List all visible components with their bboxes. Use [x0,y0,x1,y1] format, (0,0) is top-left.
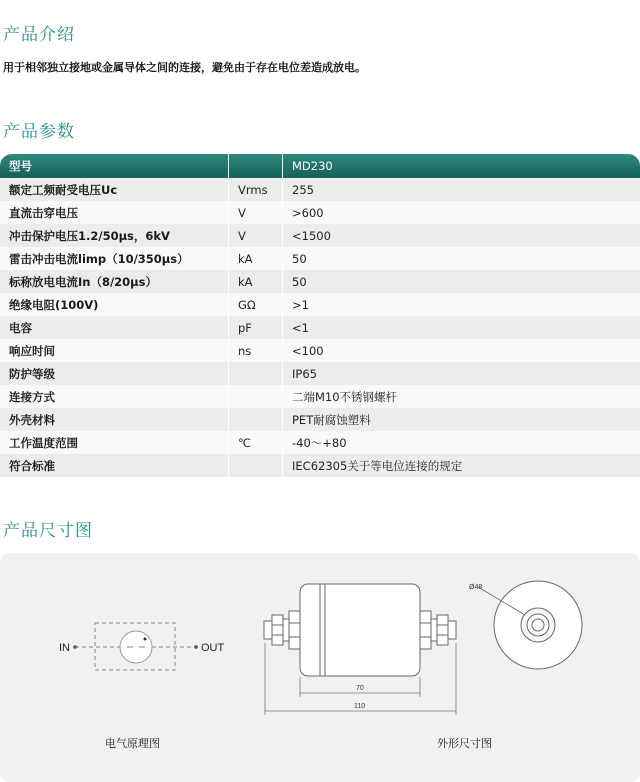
dimension-panel [0,553,640,782]
dimension-110-label: 110 [354,703,366,710]
param-value-cell: <1500 [283,224,640,247]
dimension-70-label: 70 [356,685,364,692]
param-row [0,362,640,385]
param-unit-cell: ns [229,339,283,362]
param-name-cell: 雷击冲击电流limp（10/350μs） [0,247,229,270]
diameter-label: Ø48 [469,584,483,591]
param-value-cell: -40～+80 [283,431,640,454]
right-nut-outer [437,615,448,645]
param-value-cell: >600 [283,201,640,224]
in-terminal [73,645,77,649]
left-nut-outer [272,615,283,645]
param-unit-cell: kA [229,270,283,293]
param-unit-cell: V [229,224,283,247]
param-row [0,316,640,339]
param-value-cell: <100 [283,339,640,362]
dimension-section-title: 产品尺寸图 [3,521,93,541]
param-unit-cell: kA [229,247,283,270]
spark-gap-dot [144,638,147,641]
param-value-cell: >1 [283,293,640,316]
param-value-cell: 二端M10不锈钢螺杆 [283,385,640,408]
left-stud-end [264,621,272,639]
param-unit-cell: pF [229,316,283,339]
header-cell-model-label: 型号 [0,154,229,178]
param-unit-cell [229,408,283,431]
param-value-cell: 50 [283,270,640,293]
param-row [0,339,640,362]
electrical-schematic [59,623,225,670]
param-value-cell: <1 [283,316,640,339]
intro-text: 用于相邻独立接地或金属导体之间的连接，避免由于存在电位差造成放电。 [3,61,366,74]
param-row [0,431,640,454]
param-value-cell: IEC62305关于等电位连接的规定 [283,454,640,477]
param-unit-cell: V [229,201,283,224]
device-body [300,584,420,676]
left-nut-inner [289,611,300,649]
outline-caption: 外形尺寸图 [437,737,492,750]
param-name-cell: 符合标准 [0,454,229,477]
param-row [0,224,640,247]
spark-gap-icon [120,631,152,663]
param-unit-cell: GΩ [229,293,283,316]
param-name-cell: 额定工频耐受电压Uc [0,178,229,201]
dimension-drawings [0,553,640,782]
params-header-row [0,154,640,178]
in-label: IN [59,642,70,654]
param-value-cell: PET耐腐蚀塑料 [283,408,640,431]
intro-section-title: 产品介绍 [3,25,75,45]
param-row [0,178,640,201]
param-unit-cell [229,385,283,408]
left-washer [283,619,289,641]
params-table [0,154,640,477]
out-label: OUT [201,642,225,654]
param-unit-cell: ℃ [229,431,283,454]
end-view-stud [532,619,544,631]
param-unit-cell [229,454,283,477]
param-row [0,408,640,431]
param-value-cell: IP65 [283,362,640,385]
param-row [0,385,640,408]
header-cell-unit [229,154,283,178]
param-row [0,247,640,270]
param-row [0,293,640,316]
side-outline-drawing [264,584,456,676]
params-section-title: 产品参数 [3,122,75,142]
param-name-cell: 工作温度范围 [0,431,229,454]
param-name-cell: 绝缘电阻(100V) [0,293,229,316]
header-cell-model-value: MD230 [283,154,640,178]
param-unit-cell: Vrms [229,178,283,201]
out-terminal [194,645,198,649]
param-name-cell: 标称放电电流In（8/20μs） [0,270,229,293]
right-nut-inner [420,611,431,649]
param-unit-cell [229,362,283,385]
param-name-cell: 连接方式 [0,385,229,408]
end-view-drawing [478,581,582,669]
param-name-cell: 外壳材料 [0,408,229,431]
param-name-cell: 响应时间 [0,339,229,362]
param-value-cell: 255 [283,178,640,201]
right-stud-end [448,621,456,639]
param-value-cell: 50 [283,247,640,270]
param-name-cell: 电容 [0,316,229,339]
right-washer [431,619,437,641]
param-name-cell: 冲击保护电压1.2/50μs，6kV [0,224,229,247]
param-row [0,454,640,477]
param-row [0,201,640,224]
param-row [0,270,640,293]
param-name-cell: 直流击穿电压 [0,201,229,224]
schematic-caption: 电气原理图 [105,737,160,750]
param-name-cell: 防护等级 [0,362,229,385]
